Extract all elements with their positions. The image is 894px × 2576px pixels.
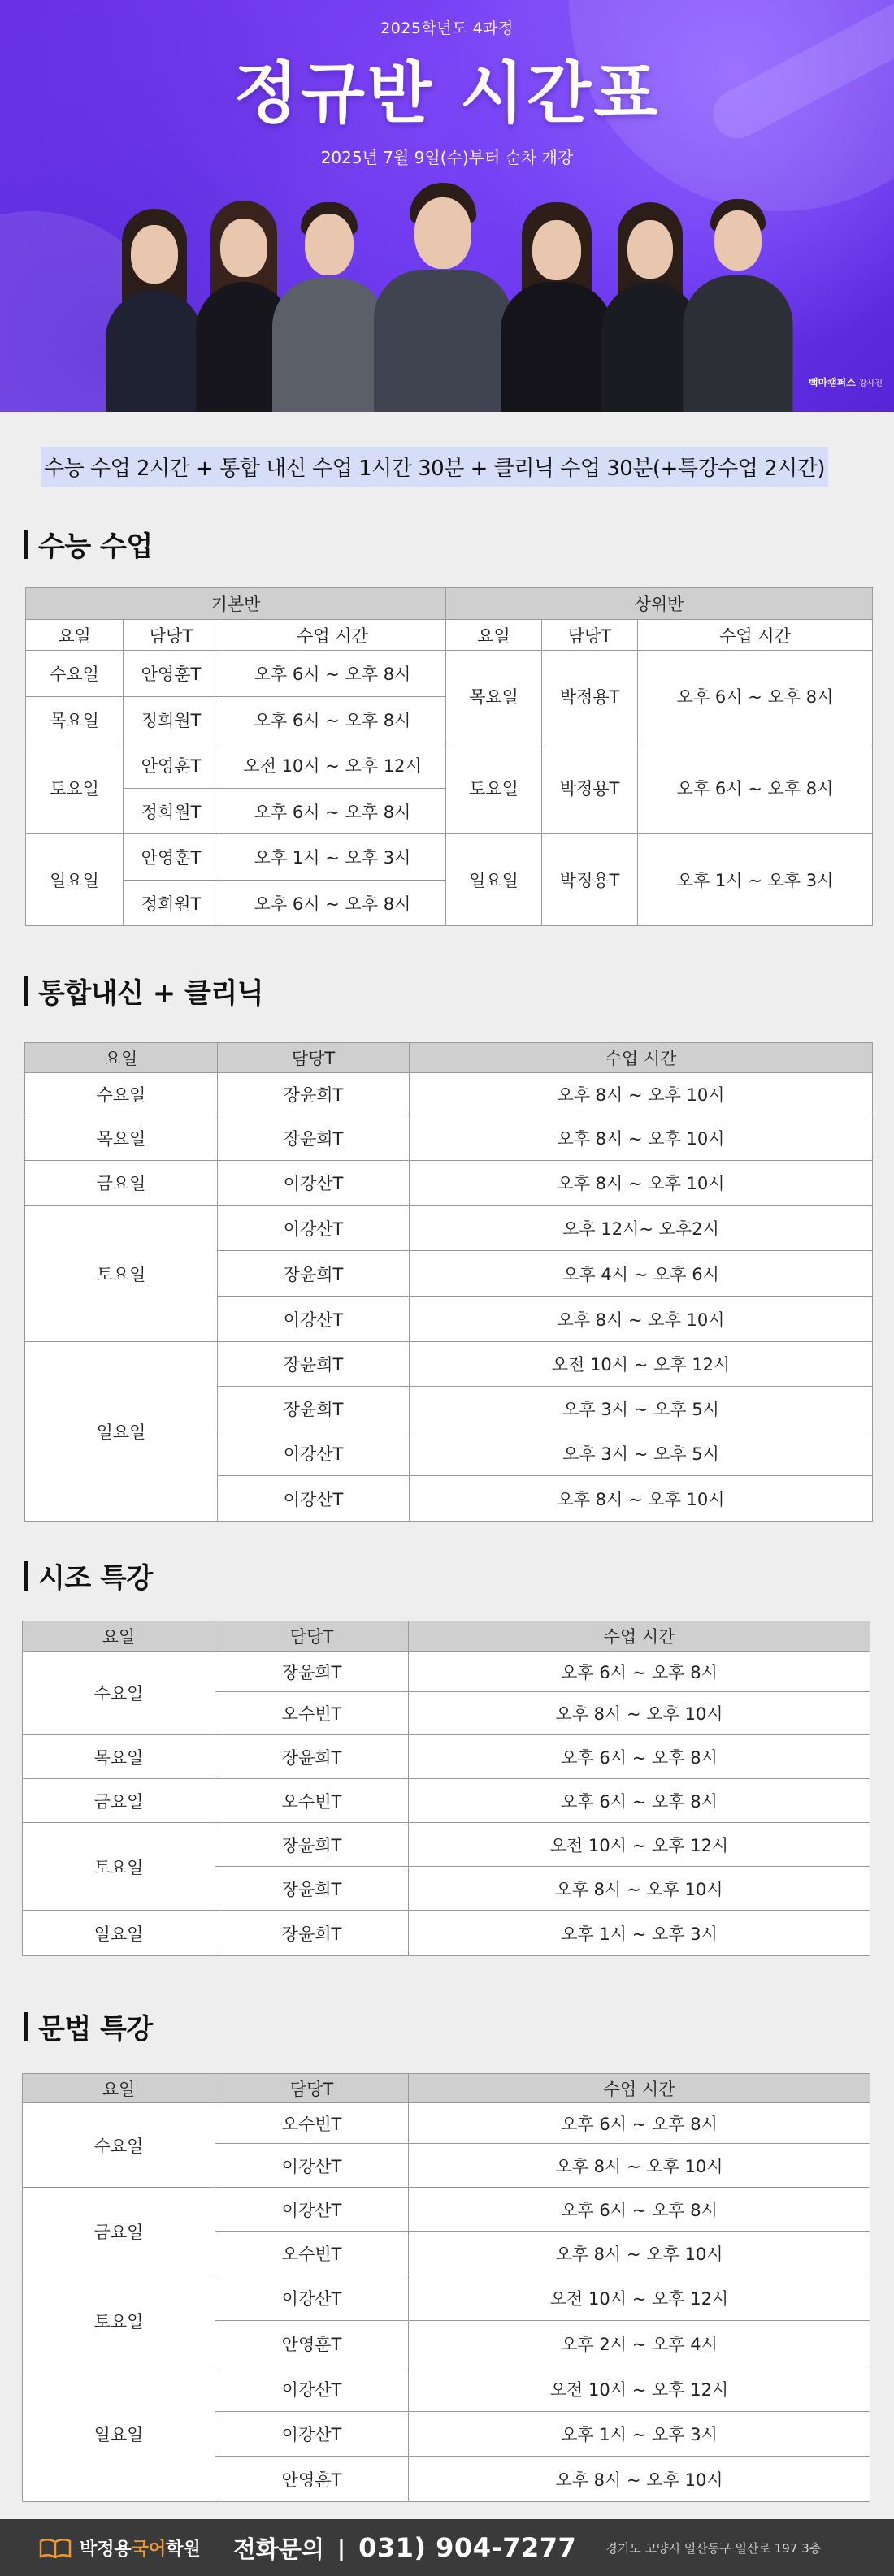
table-row — [23, 2188, 870, 2232]
teacher-cell: 장윤희T — [218, 1251, 410, 1297]
section-title-suneung: 수능 수업 — [24, 524, 153, 564]
day-cell: 금요일 — [23, 1779, 215, 1823]
table-row — [25, 1115, 873, 1161]
time-cell: 오후 6시 ~ 오후 8시 — [219, 789, 446, 834]
teacher-cell: 정희원T — [124, 697, 219, 742]
group-header-advanced: 상위반 — [446, 588, 873, 620]
time-cell: 오후 6시 ~ 오후 8시 — [409, 1735, 870, 1779]
column-header-time: 수업 시간 — [409, 1621, 870, 1652]
campus-stamp: 백마캠퍼스 강사진 — [808, 377, 883, 388]
day-cell: 목요일 — [446, 651, 542, 742]
table-row — [25, 1342, 873, 1387]
teacher-cell: 이강산T — [215, 2144, 409, 2188]
time-cell: 오후 8시 ~ 오후 10시 — [410, 1115, 873, 1161]
time-cell: 오후 3시 ~ 오후 5시 — [410, 1431, 873, 1476]
teacher-cell: 오수빈T — [215, 2232, 409, 2275]
teacher-figure — [106, 209, 203, 412]
day-cell: 일요일 — [25, 1342, 218, 1522]
teacher-cell: 이강산T — [218, 1297, 410, 1342]
teacher-figure — [272, 202, 386, 412]
day-cell: 목요일 — [25, 1115, 218, 1161]
day-cell: 수요일 — [26, 651, 124, 697]
day-cell: 일요일 — [23, 2366, 215, 2502]
time-cell: 오후 8시 ~ 오후 10시 — [409, 1692, 870, 1735]
grammar-table — [22, 2073, 870, 2502]
section-title-grammar: 문법 특강 — [24, 2007, 153, 2046]
day-cell: 토요일 — [26, 742, 124, 834]
teacher-cell: 장윤희T — [218, 1073, 410, 1115]
column-header-day: 요일 — [23, 1621, 215, 1652]
time-cell: 오후 8시 ~ 오후 10시 — [409, 2457, 870, 2502]
time-cell: 오후 8시 ~ 오후 10시 — [410, 1476, 873, 1522]
teacher-cell: 이강산T — [218, 1161, 410, 1206]
day-cell: 일요일 — [23, 1911, 215, 1956]
teacher-cell: 정희원T — [124, 789, 219, 834]
teacher-cell: 박정용T — [542, 742, 638, 834]
teacher-cell: 이강산T — [215, 2366, 409, 2412]
hero-top-label: 2025학년도 4과정 — [380, 19, 514, 37]
sijo-table — [22, 1621, 870, 1956]
teacher-cell: 이강산T — [215, 2188, 409, 2232]
day-cell: 일요일 — [446, 834, 542, 926]
table-row — [25, 1206, 873, 1251]
column-header-time: 수업 시간 — [409, 2074, 870, 2103]
teacher-cell: 안영훈T — [124, 834, 219, 881]
academy-logo: 박정용 국어 학원 — [39, 2535, 201, 2561]
time-cell: 오전 10시 ~ 오후 12시 — [409, 1823, 870, 1867]
column-header-teacher: 담당T — [542, 620, 638, 651]
hero-subtitle: 2025년 7월 9일(수)부터 순차 개강 — [320, 148, 574, 167]
column-header-day: 요일 — [26, 620, 124, 651]
column-header-time: 수업 시간 — [410, 1043, 873, 1073]
footer — [0, 2519, 894, 2576]
column-header-teacher: 담당T — [215, 2074, 409, 2103]
teacher-cell: 안영훈T — [215, 2321, 409, 2366]
teacher-cell: 장윤희T — [215, 1652, 409, 1692]
teacher-cell: 이강산T — [218, 1476, 410, 1522]
table-row — [23, 2103, 870, 2144]
teacher-cell: 박정용T — [542, 834, 638, 926]
day-cell: 토요일 — [23, 2275, 215, 2366]
time-cell: 오후 6시 ~ 오후 8시 — [219, 881, 446, 926]
time-cell: 오후 8시 ~ 오후 10시 — [410, 1073, 873, 1115]
table-row — [25, 1161, 873, 1206]
time-cell: 오후 8시 ~ 오후 10시 — [410, 1161, 873, 1206]
time-cell: 오후 6시 ~ 오후 8시 — [409, 2188, 870, 2232]
time-cell: 오후 1시 ~ 오후 3시 — [638, 834, 873, 926]
page-title: 정규반 시간표 — [233, 55, 661, 132]
table-row — [23, 1911, 870, 1956]
day-cell: 토요일 — [25, 1206, 218, 1342]
day-cell: 수요일 — [23, 1652, 215, 1735]
table-row — [25, 1073, 873, 1115]
day-cell: 금요일 — [23, 2188, 215, 2275]
teacher-cell: 안영훈T — [124, 651, 219, 697]
teacher-cell: 이강산T — [215, 2412, 409, 2457]
time-cell: 오후 6시 ~ 오후 8시 — [409, 2103, 870, 2144]
column-header-teacher: 담당T — [124, 620, 219, 651]
day-cell: 수요일 — [25, 1073, 218, 1115]
time-cell: 오전 10시 ~ 오후 12시 — [409, 2275, 870, 2321]
naeshin-table — [24, 1042, 873, 1522]
day-cell: 목요일 — [23, 1735, 215, 1779]
teacher-cell: 장윤희T — [218, 1387, 410, 1431]
teacher-cell: 오수빈T — [215, 1779, 409, 1823]
day-cell: 토요일 — [446, 742, 542, 834]
section-title-sijo: 시조 특강 — [24, 1556, 153, 1595]
day-cell: 토요일 — [23, 1823, 215, 1911]
divider: | — [336, 2534, 346, 2561]
table-row — [23, 1735, 870, 1779]
teacher-figure — [374, 183, 512, 412]
phone-number[interactable]: 031) 904-7277 — [358, 2532, 577, 2563]
time-cell: 오후 8시 ~ 오후 10시 — [410, 1297, 873, 1342]
teacher-cell: 장윤희T — [215, 1823, 409, 1867]
teacher-figure — [683, 199, 792, 412]
table-row — [23, 1652, 870, 1692]
time-cell: 오후 8시 ~ 오후 10시 — [409, 2232, 870, 2275]
column-header-time: 수업 시간 — [219, 620, 446, 651]
teacher-cell: 이강산T — [215, 2275, 409, 2321]
table-row — [23, 1823, 870, 1867]
time-cell: 오후 6시 ~ 오후 8시 — [638, 651, 873, 742]
time-cell: 오후 1시 ~ 오후 3시 — [409, 1911, 870, 1956]
time-cell: 오전 10시 ~ 오후 12시 — [219, 742, 446, 789]
column-header-teacher: 담당T — [218, 1043, 410, 1073]
time-cell: 오후 6시 ~ 오후 8시 — [409, 1779, 870, 1823]
teacher-cell: 장윤희T — [215, 1911, 409, 1956]
time-cell: 오후 8시 ~ 오후 10시 — [409, 1867, 870, 1911]
day-cell: 금요일 — [25, 1161, 218, 1206]
table-row — [26, 651, 873, 697]
time-cell: 오후 1시 ~ 오후 3시 — [219, 834, 446, 881]
hero-banner — [0, 0, 894, 412]
table-row — [23, 1779, 870, 1823]
time-cell: 오전 10시 ~ 오후 12시 — [409, 2366, 870, 2412]
time-cell: 오후 3시 ~ 오후 5시 — [410, 1387, 873, 1431]
time-cell: 오후 6시 ~ 오후 8시 — [219, 651, 446, 697]
teacher-cell: 안영훈T — [124, 742, 219, 789]
time-cell: 오후 4시 ~ 오후 6시 — [410, 1251, 873, 1297]
teacher-cell: 이강산T — [218, 1431, 410, 1476]
time-cell: 오후 6시 ~ 오후 8시 — [638, 742, 873, 834]
column-header-day: 요일 — [23, 2074, 215, 2103]
open-book-icon — [39, 2536, 72, 2559]
group-header-basic: 기본반 — [26, 588, 446, 620]
column-header-day: 요일 — [446, 620, 542, 651]
column-header-teacher: 담당T — [215, 1621, 409, 1652]
teacher-cell: 정희원T — [124, 881, 219, 926]
teacher-cell: 장윤희T — [218, 1342, 410, 1387]
teacher-cell: 장윤희T — [215, 1867, 409, 1911]
table-row — [23, 2275, 870, 2321]
time-cell: 오전 10시 ~ 오후 12시 — [410, 1342, 873, 1387]
day-cell: 일요일 — [26, 834, 124, 926]
time-cell: 오후 6시 ~ 오후 8시 — [219, 697, 446, 742]
teacher-photos — [106, 183, 796, 412]
teacher-cell: 박정용T — [542, 651, 638, 742]
table-row — [26, 742, 873, 789]
teacher-cell: 오수빈T — [215, 2103, 409, 2144]
address: 경기도 고양시 일산동구 일산로 197 3층 — [605, 2540, 822, 2556]
column-header-time: 수업 시간 — [638, 620, 873, 651]
time-cell: 오후 6시 ~ 오후 8시 — [409, 1652, 870, 1692]
teacher-cell: 장윤희T — [218, 1115, 410, 1161]
teacher-cell: 오수빈T — [215, 1692, 409, 1735]
teacher-cell: 이강산T — [218, 1206, 410, 1251]
column-header-day: 요일 — [25, 1043, 218, 1073]
time-cell: 오후 2시 ~ 오후 4시 — [409, 2321, 870, 2366]
time-cell: 오후 1시 ~ 오후 3시 — [409, 2412, 870, 2457]
course-summary-text: 수능 수업 2시간 + 통합 내신 수업 1시간 30분 + 클리닉 수업 30분(+특강수업 2시간) — [41, 447, 828, 487]
time-cell: 오후 8시 ~ 오후 10시 — [409, 2144, 870, 2188]
phone-label: 전화문의 — [232, 2535, 324, 2563]
table-row — [23, 2366, 870, 2412]
teacher-cell: 안영훈T — [215, 2457, 409, 2502]
teacher-cell: 장윤희T — [215, 1735, 409, 1779]
table-row — [26, 834, 873, 881]
day-cell: 목요일 — [26, 697, 124, 742]
time-cell: 오후 12시~ 오후2시 — [410, 1206, 873, 1251]
section-title-naeshin: 통합내신 + 클리닉 — [24, 971, 263, 1011]
teacher-figure — [500, 202, 614, 412]
suneung-table — [25, 587, 873, 926]
course-summary — [41, 447, 828, 487]
day-cell: 수요일 — [23, 2103, 215, 2188]
